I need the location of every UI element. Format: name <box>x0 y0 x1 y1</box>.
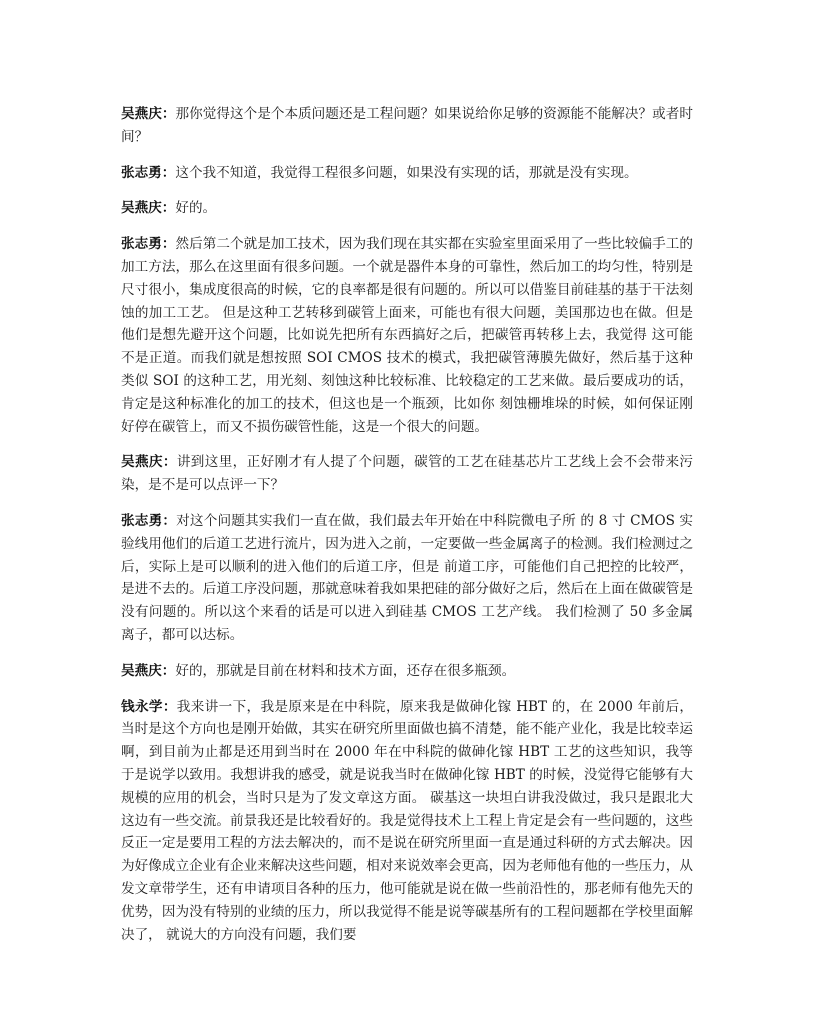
speaker-name: 张志勇： <box>121 164 176 181</box>
transcript-paragraph <box>121 660 693 683</box>
transcript-paragraph <box>121 162 693 185</box>
transcript-paragraph <box>121 233 693 438</box>
speaker-name: 吴燕庆： <box>121 106 176 122</box>
transcript-body <box>121 103 693 959</box>
paragraph-text: 讲到这里，正好刚才有人提了个问题，碳管的工艺在硅基芯片工艺线上会不会带来污染，是不是可以点评一下？ <box>121 454 694 494</box>
paragraph-text: 对这个问题其实我们一直在做，我们最去年开始在中科院微电子所 的 8 寸 CMOS 实验线用他们的后道工艺进行流片，因为进入之前，一定要做一些金属离子的检测。我们检测过之后，实际上是可以顺利的进入他们的后道工序，但是 前道工序，可能他们自己把控的比较严，是进不去的。后道工序没问题，那就意味着我如果把硅的部分做好之后，然后在上面在做碳管是没有问题的。所以这个来看的话是可以进入到硅基 CMOS 工艺产线。 我们检测了 50 多金属离子，都可以达标。 <box>121 512 694 643</box>
speaker-name: 钱永学： <box>121 698 177 715</box>
transcript-paragraph <box>121 696 693 947</box>
speaker-name: 吴燕庆： <box>121 662 176 679</box>
speaker-name: 张志勇： <box>121 512 177 529</box>
speaker-name: 吴燕庆： <box>121 200 176 217</box>
speaker-name: 张志勇： <box>121 236 176 253</box>
paragraph-text: 我来讲一下，我是原来是在中科院，原来我是做砷化镓 HBT 的，在 2000 年前后，当时是这个方向也是刚开始做，其实在研究所里面做也搞不清楚，能不能产业化，我是比较幸运啊，到目前为止都是还用到当时在 2000 年在中科院的做砷化镓 HBT 工艺的这些知识，我等于是说学以致用。我想讲我的感受，就是说我当时在做砷化镓 HBT 的时候，没觉得它能够有大规模的应用的机会，当时只是为了发文章这方面。 碳基这一块坦白讲我没做过，我只是跟北大这边有一些交流。前景我还是比较看好的。我是觉得技术上工程上肯定是会有一些问题的，这些反正一定是要用工程的方法去解决的，而不是说在研究所里面一直是通过科研的方式去解决。因为好像成立企业有企业来解决这些问题，相对来说效率会更高，因为老师他有他的一些压力，从发文章带学生，还有申请项目各种的压力，他可能就是说在做一些前沿性的，那老师有他先天的优势，因为没有特别的业绩的压力，所以我觉得不能是说等碳基所有的工程问题都在学校里面解决了， 就说大的方向没有问题，我们要 <box>121 698 694 943</box>
transcript-paragraph <box>121 103 693 149</box>
paragraph-text: 这个我不知道，我觉得工程很多问题，如果没有实现的话，那就是没有实现。 <box>175 164 638 181</box>
transcript-paragraph <box>121 197 693 220</box>
paragraph-text: 那你觉得这个是个本质问题还是工程问题？如果说给你足够的资源能不能解决？或者时间？ <box>121 106 694 145</box>
transcript-paragraph <box>121 451 693 497</box>
paragraph-text: 然后第二个就是加工技术，因为我们现在其实都在实验室里面采用了一些比较偏手工的加工方法，那么在这里面有很多问题。一个就是器件本身的可靠性，然后加工的均匀性，特别是尺寸很小，集成度很高的时候，它的良率都是很有问题的。所以可以借鉴目前硅基的基于干法刻蚀的加工工艺。 但是这种工艺转移到碳管上面来，可能也有很大问题，美国那边也在做。但是他们是想先避开这个问题，比如说先把所有东西搞好之后，把碳管再转移上去，我觉得 这可能不是正道。而我们就是想按照 SOI CMOS 技术的模式，我把碳管薄膜先做好，然后基于这种类似 SOI 的这种工艺，用光刻、刻蚀这种比较标准、比较稳定的工艺来做。最后要成功的话，肯定是这种标准化的加工的技术，但这也是一个瓶颈，比如你 刻蚀栅堆垛的时候，如何保证刚好停在碳管上，而又不损伤碳管性能，这是一个很大的问题。 <box>121 236 694 435</box>
paragraph-text: 好的，那就是目前在材料和技术方面，还存在很多瓶颈。 <box>175 662 516 679</box>
transcript-paragraph <box>121 510 693 647</box>
speaker-name: 吴燕庆： <box>121 454 177 471</box>
paragraph-text: 好的。 <box>175 200 217 217</box>
